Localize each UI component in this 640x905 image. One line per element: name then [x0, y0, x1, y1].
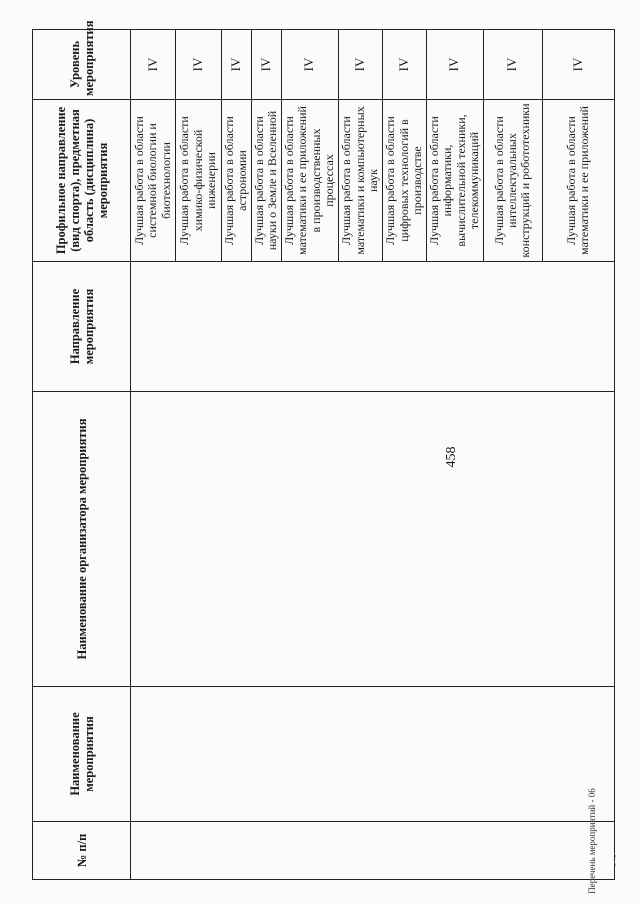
cell-profile: Лучшая работа в области математики и ее приложений	[542, 100, 614, 262]
cell-profile: Лучшая работа в области математики и ее приложений в производственных процессах	[281, 100, 338, 262]
rotated-table-container	[32, 20, 610, 880]
cell-profile: Лучшая работа в области системной биологии и биотехнологии	[131, 100, 176, 262]
cell-direction	[131, 262, 615, 392]
cell-event-name	[131, 687, 615, 822]
cell-organizer	[131, 392, 615, 687]
cell-profile: Лучшая работа в области интеллектуальных конструкций и робототехники	[483, 100, 542, 262]
scan-artifact: ⸝ ⸍	[607, 851, 624, 868]
footer-note: Перечень мероприятий - 06	[587, 788, 597, 894]
table-row	[131, 30, 176, 880]
cell-level: IV	[542, 30, 614, 100]
cell-num	[131, 822, 615, 880]
page-number: 458	[444, 446, 459, 468]
cell-level: IV	[382, 30, 426, 100]
events-table	[32, 20, 615, 880]
cell-profile: Лучшая работа в области информатики, вычислительной техники, телекоммуникаций	[426, 100, 483, 262]
cell-level: IV	[426, 30, 483, 100]
cell-level: IV	[281, 30, 338, 100]
header-num: № п/п	[33, 822, 131, 880]
cell-level: IV	[483, 30, 542, 100]
header-profile: Профильное направление (вид спорта), предметная область (дисциплина) мероприятия	[33, 100, 131, 262]
cell-level: IV	[222, 30, 252, 100]
cell-profile: Лучшая работа в области математики и компьютерных наук	[338, 100, 382, 262]
cell-level: IV	[251, 30, 281, 100]
cell-profile: Лучшая работа в области науки о Земле и Вселенной	[251, 100, 281, 262]
cell-profile: Лучшая работа в области астрономии	[222, 100, 252, 262]
header-organizer: Наименование организатора мероприятия	[33, 392, 131, 687]
header-direction: Направление мероприятия	[33, 262, 131, 392]
cell-level: IV	[176, 30, 222, 100]
cell-level: IV	[338, 30, 382, 100]
table-header-row	[33, 30, 131, 880]
header-level: Уровень мероприятия	[33, 30, 131, 100]
cell-profile: Лучшая работа в области химико-физической инженерии	[176, 100, 222, 262]
cell-profile: Лучшая работа в области цифровых технологий в производстве	[382, 100, 426, 262]
cell-level: IV	[131, 30, 176, 100]
header-event-name: Наименование мероприятия	[33, 687, 131, 822]
